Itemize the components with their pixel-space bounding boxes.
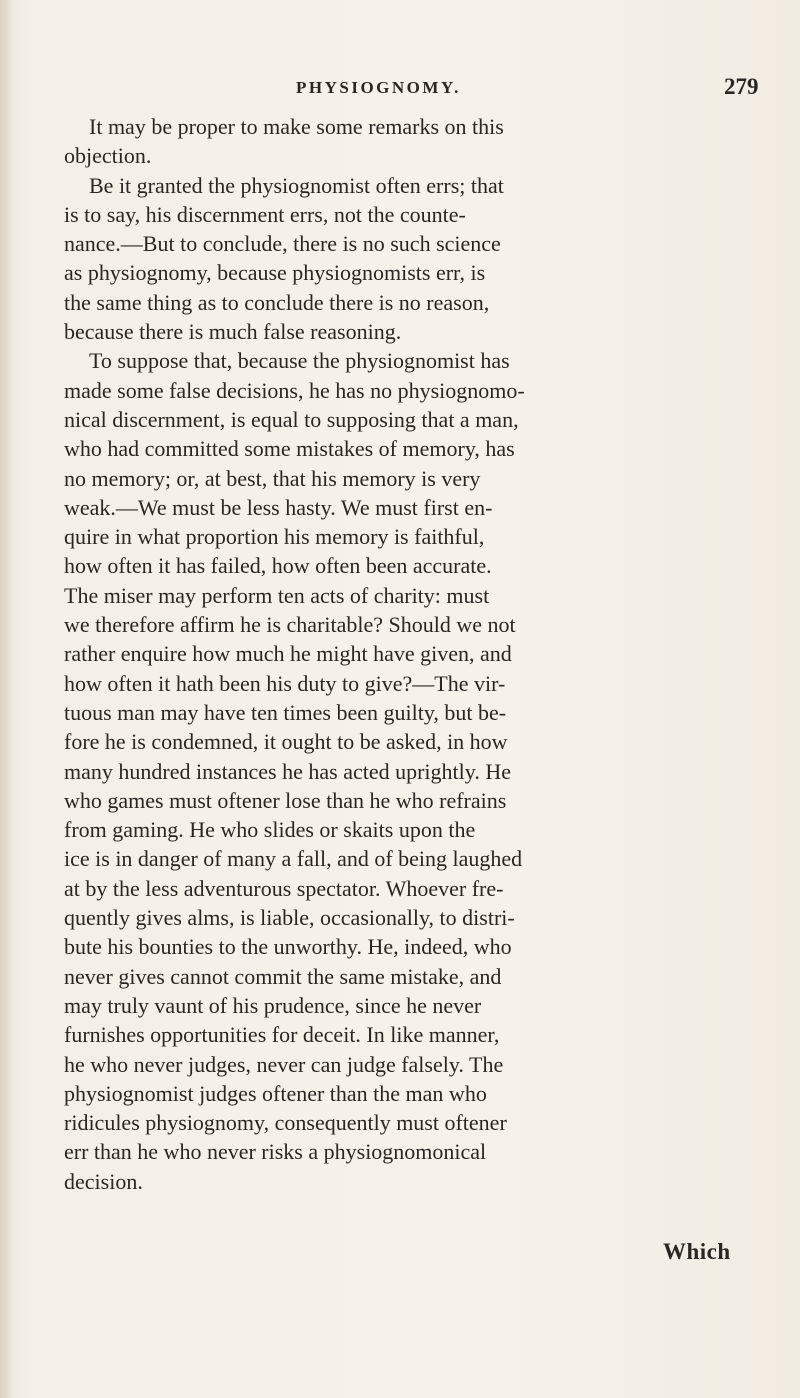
text-line: quire in what proportion his memory is faithful,: [64, 524, 485, 550]
text-line: made some false decisions, he has no physiognomo-: [64, 377, 525, 403]
text-line: he who never judges, never can judge falsely. The: [64, 1051, 504, 1077]
binding-shadow: [0, 0, 14, 1398]
running-head: PHYSIOGNOMY.: [296, 78, 461, 97]
page-number: 279: [724, 74, 759, 99]
text-line: nance.—But to conclude, there is no such science: [64, 231, 501, 257]
text-line: because there is much false reasoning.: [64, 319, 402, 345]
text-line: at by the less adventurous spectator. Whoever fre-: [64, 875, 504, 901]
text-line: many hundred instances he has acted uprightly. He: [64, 758, 511, 784]
text-line: never gives cannot commit the same mistake, and: [64, 963, 502, 989]
text-line: as physiognomy, because physiognomists err, is: [64, 260, 486, 286]
text-line: The miser may perform ten acts of charity: must: [64, 582, 490, 608]
text-line: nical discernment, is equal to supposing that a man,: [64, 406, 519, 432]
text-line: objection.: [64, 143, 152, 169]
text-line: quently gives alms, is liable, occasionally, to distri-: [64, 905, 515, 931]
text-line: Be it granted the physiognomist often errs; that: [89, 172, 504, 198]
text-line: decision.: [64, 1168, 143, 1194]
text-line: weak.—We must be less hasty. We must first en-: [64, 494, 493, 520]
text-line: how often it hath been his duty to give?—The vir-: [64, 670, 506, 696]
text-line: furnishes opportunities for deceit. In like manner,: [64, 1022, 500, 1048]
body-text: [64, 112, 784, 1196]
text-line: how often it has failed, how often been accurate.: [64, 553, 492, 579]
text-line: we therefore affirm he is charitable? Should we not: [64, 612, 516, 638]
text-line: To suppose that, because the physiognomist has: [89, 348, 510, 374]
text-line: ice is in danger of many a fall, and of being laughed: [64, 846, 523, 872]
text-line: tuous man may have ten times been guilty, but be-: [64, 699, 507, 725]
text-line: bute his bounties to the unworthy. He, indeed, who: [64, 934, 512, 960]
text-line: the same thing as to conclude there is no reason,: [64, 289, 490, 315]
text-line: is to say, his discernment errs, not the counte-: [64, 201, 466, 227]
text-line: who games must oftener lose than he who refrains: [64, 787, 507, 813]
text-line: It may be proper to make some remarks on this: [89, 114, 504, 139]
text-line: who had committed some mistakes of memory, has: [64, 436, 515, 462]
text-line: fore he is condemned, it ought to be asked, in how: [64, 729, 508, 755]
text-line: err than he who never risks a physiognomonical: [64, 1139, 487, 1165]
text-line: from gaming. He who slides or skaits upon the: [64, 817, 476, 843]
text-line: rather enquire how much he might have given, and: [64, 641, 512, 667]
page-header: [0, 74, 800, 104]
text-line: ridicules physiognomy, consequently must oftener: [64, 1110, 507, 1136]
catchword: Which: [663, 1239, 731, 1264]
text-line: may truly vaunt of his prudence, since he never: [64, 992, 482, 1018]
text-line: physiognomist judges oftener than the man who: [64, 1080, 487, 1106]
text-line: no memory; or, at best, that his memory is very: [64, 465, 481, 491]
